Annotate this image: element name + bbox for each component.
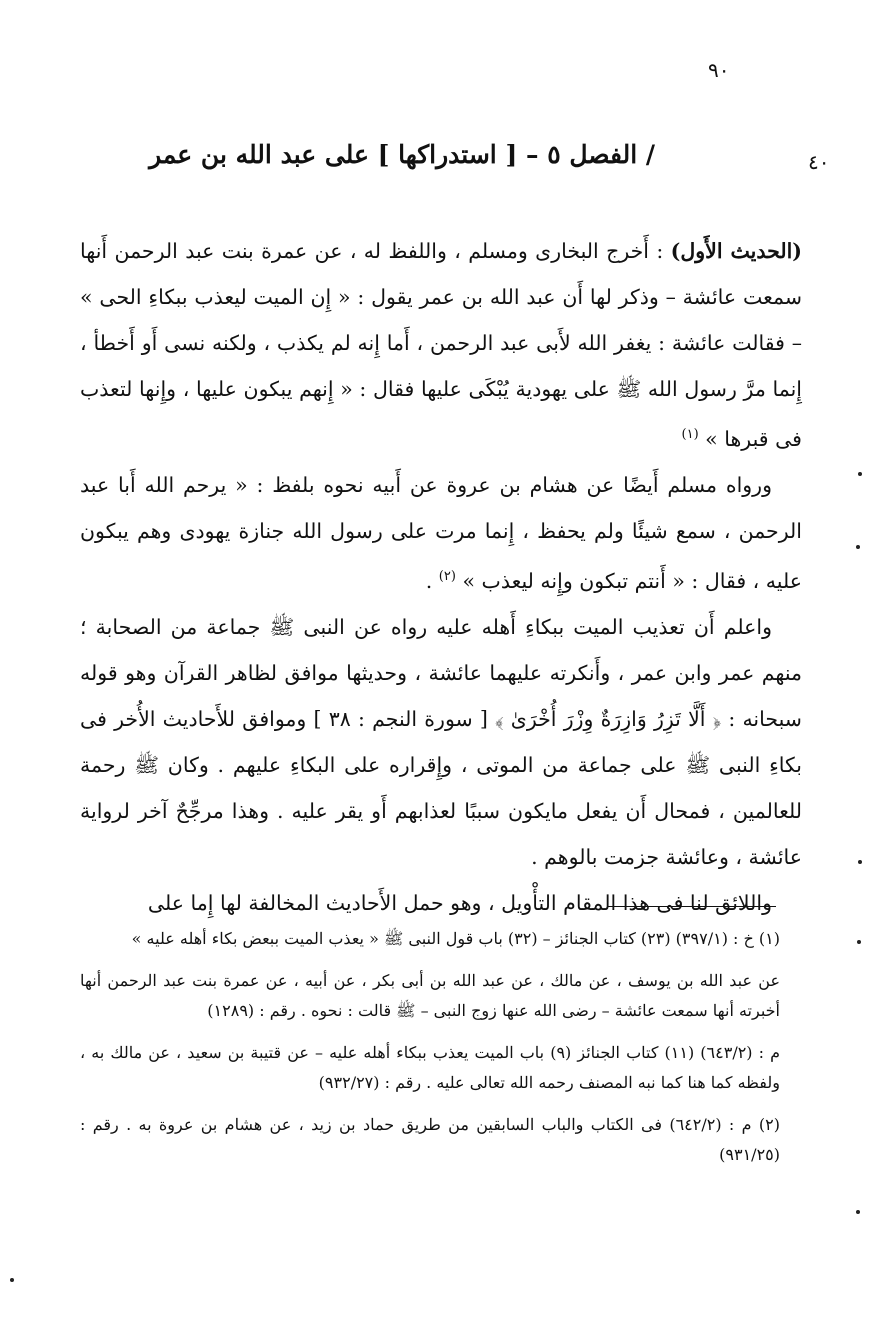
main-text	[80, 228, 802, 926]
footnote-1-continued: عن عبد الله بن يوسف ، عن مالك ، عن عبد الله بن أبى بكر ، عن أبيه ، عن عمرة بنت عبد الرحمن أنها أخبرته أنها سمعت عائشة – رضى الله عنها زوج النبى – ﷺ قالت : نحوه . رقم : (١٢٨٩)	[80, 971, 780, 1020]
scan-mark	[858, 860, 862, 864]
scan-mark	[858, 472, 862, 476]
paragraph-2-text: ورواه مسلم أَيضًا عن هشام بن عروة عن أَبيه نحوه بلفظ : « يرحم الله أَبا عبد الرحمن ، سمع شيئًا ولم يحفظ ، إِنما مرت على رسول الله جنازة يهودى وهم يبكون عليه ، فقال : « أَنتم تبكون وإِنه ليعذب »	[80, 472, 802, 593]
scan-mark	[857, 940, 861, 944]
footnotes	[80, 924, 780, 1182]
scan-mark	[10, 1278, 14, 1282]
chapter-number: ٤٠	[808, 150, 830, 174]
footnote-ref-1: (١)	[681, 427, 699, 442]
footnote-1-muslim: م : (٦٤٣/٢) (١١) كتاب الجنائز (٩) باب الميت يعذب ببكاء أهله عليه – عن قتيبة بن سعيد ، عن مالك به ، ولفظه كما هنا كما نبه المصنف رحمه الله تعالى عليه . رقم : (٩٣٢/٢٧)	[80, 1043, 780, 1092]
page-title: / الفصل ٥ – [ استدراكها ] على عبد الله بن عمر	[149, 140, 655, 169]
scan-mark	[856, 545, 860, 549]
paragraph-2	[80, 462, 802, 604]
paragraph-1-text: : أَخرج البخارى ومسلم ، واللفظ له ، عن عمرة بنت عبد الرحمن أَنها سمعت عائشة – وذكر لها أَن عبد الله بن عمر يقول : « إِن الميت ليعذب ببكاءِ الحى » – فقالت عائشة : يغفر الله لأَبى عبد الرحمن ، أَما إِنه لم يكذب ، ولكنه نسى أَو أَخطأ ، إِنما مرَّ رسول الله ﷺ على يهودية يُبْكَى عليها فقال : « إِنهم يبكون عليها ، وإِنها لتعذب فى قبرها »	[80, 239, 802, 451]
footnote-1: (١) خ : (٣٩٧/١) (٢٣) كتاب الجنائز – (٣٢) باب قول النبى ﷺ « يعذب الميت ببعض بكاء أهله عليه »	[131, 929, 780, 948]
scan-mark	[856, 1210, 860, 1214]
paragraph-2-end: .	[425, 568, 433, 593]
footnote-divider	[608, 906, 776, 907]
paragraph-4: واللائق لنا فى هذا المقام التأْويل ، وهو حمل الأَحاديث المخالفة لها إِما على	[147, 890, 772, 915]
hadith-lead: (الحديث الأَول)	[670, 239, 802, 263]
paragraph-1	[80, 228, 802, 462]
footnote-ref-2: (٢)	[438, 568, 456, 584]
paragraph-3: واعلم أَن تعذيب الميت ببكاءِ أَهله عليه رواه عن النبى ﷺ جماعة من الصحابة ؛ منهم عمر وابن عمر ، وأَنكرته عليهما عائشة ، وحديثها موافق لظاهر القرآن وهو قوله سبحانه : ﴿ أَلَّا تَزِرُ وَازِرَةٌ وِزْرَ أُخْرَىٰ ﴾ [ سورة النجم : ٣٨ ] وموافق للأَحاديث الأُخر فى بكاءِ النبى ﷺ على جماعة من الموتى ، وإِقراره على البكاءِ عليهم . وكان ﷺ رحمة للعالمين ، فمحال أَن يفعل مايكون سببًا لعذابهم أَو يقر عليه . وهذا مرجِّحٌ آخر لرواية عائشة ، وعائشة جزمت بالوهم .	[80, 614, 802, 869]
page-number: ٩٠	[708, 58, 730, 82]
footnote-2: (٢) م : (٦٤٢/٢) فى الكتاب والباب السابقين من طريق حماد بن زيد ، عن هشام بن عروة به . رقم : (٩٣١/٢٥)	[80, 1115, 780, 1164]
